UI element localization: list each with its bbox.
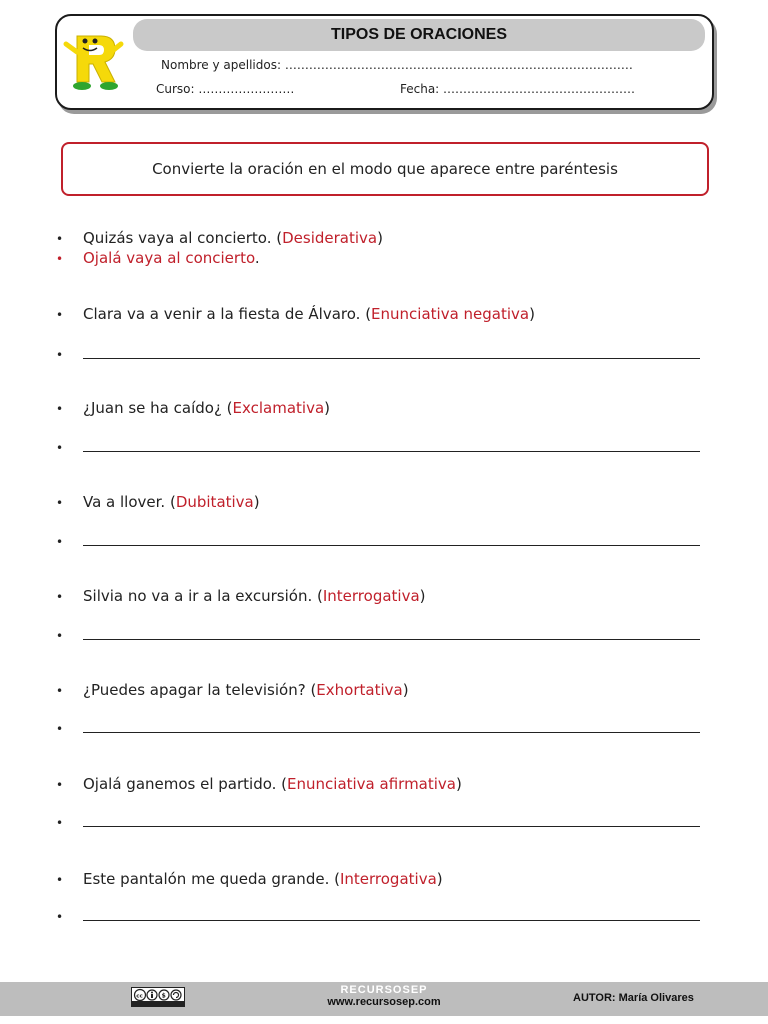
target-mode: Interrogativa [339,870,437,888]
footer-url[interactable]: www.recursosep.com [327,996,441,1008]
worksheet-header [55,14,714,110]
svg-text:$: $ [161,992,166,1000]
bullet-icon: • [56,909,64,924]
bullet-icon: • [56,495,64,510]
target-mode: Dubitativa [175,493,254,511]
bullet-icon: • [56,251,64,266]
answer-line[interactable] [56,344,700,363]
answer-blank[interactable] [83,625,700,640]
curso-field: Curso: …………………… [156,82,295,96]
answer-line[interactable] [56,906,700,925]
nombre-field: Nombre y apellidos: …………………………………………………………………………… [161,58,633,72]
exercise-sentence: • ¿Puedes apagar la televisión? (Exhortativa) [56,681,409,699]
bullet-icon: • [56,815,64,830]
target-mode: Desiderativa [282,229,378,247]
bullet-icon: • [56,777,64,792]
answer-line[interactable] [56,625,700,644]
recursosep-logo-icon [61,30,125,92]
answer-blank[interactable] [83,906,700,921]
answer-line: • Ojalá vaya al concierto. [56,249,260,267]
exercise-sentence: • Silvia no va a ir a la excursión. (Interrogativa) [56,587,426,605]
bullet-icon: • [56,872,64,887]
exercise-sentence: • Clara va a venir a la fiesta de Álvaro. (Enunciativa negativa) [56,305,535,323]
target-mode: Exhortativa [316,681,403,699]
bullet-icon: • [56,628,64,643]
bullet-icon: • [56,231,64,246]
answer-blank[interactable] [83,718,700,733]
footer-author: AUTOR: María Olivares [573,992,694,1004]
footer-brand: RECURSOSEP [340,984,428,996]
page-footer [0,982,768,1016]
instruction-box: Convierte la oración en el modo que aparece entre paréntesis [61,142,709,196]
bullet-icon: • [56,347,64,362]
bullet-icon: • [56,721,64,736]
target-mode: Enunciativa negativa [371,305,530,323]
target-mode: Enunciativa afirmativa [287,775,456,793]
bullet-icon: • [56,534,64,549]
bullet-icon: • [56,307,64,322]
exercise-sentence: • Este pantalón me queda grande. (Interrogativa) [56,870,443,888]
answer-blank[interactable] [83,344,700,359]
answer-blank[interactable] [83,437,700,452]
answer-text: Ojalá vaya al concierto [83,249,255,267]
bullet-icon: • [56,440,64,455]
bullet-icon: • [56,401,64,416]
exercise-sentence: • ¿Juan se ha caído¿ (Exclamativa) [56,399,331,417]
exercise-sentence: • Ojalá ganemos el partido. (Enunciativa afirmativa) [56,775,462,793]
answer-blank[interactable] [83,812,700,827]
answer-blank[interactable] [83,531,700,546]
answer-line[interactable] [56,437,700,456]
exercise-sentence: • Quizás vaya al concierto. (Desiderativa) [56,229,383,247]
answer-line[interactable] [56,812,700,831]
answer-line[interactable] [56,531,700,550]
bullet-icon: • [56,683,64,698]
exercise-sentence: • Va a llover. (Dubitativa) [56,493,260,511]
bullet-icon: • [56,589,64,604]
svg-text:cc: cc [136,993,143,1000]
target-mode: Exclamativa [232,399,325,417]
page-title: TIPOS DE ORACIONES [133,19,705,51]
target-mode: Interrogativa [322,587,420,605]
fecha-field: Fecha: ………………………………………… [400,82,636,96]
answer-line[interactable] [56,718,700,737]
